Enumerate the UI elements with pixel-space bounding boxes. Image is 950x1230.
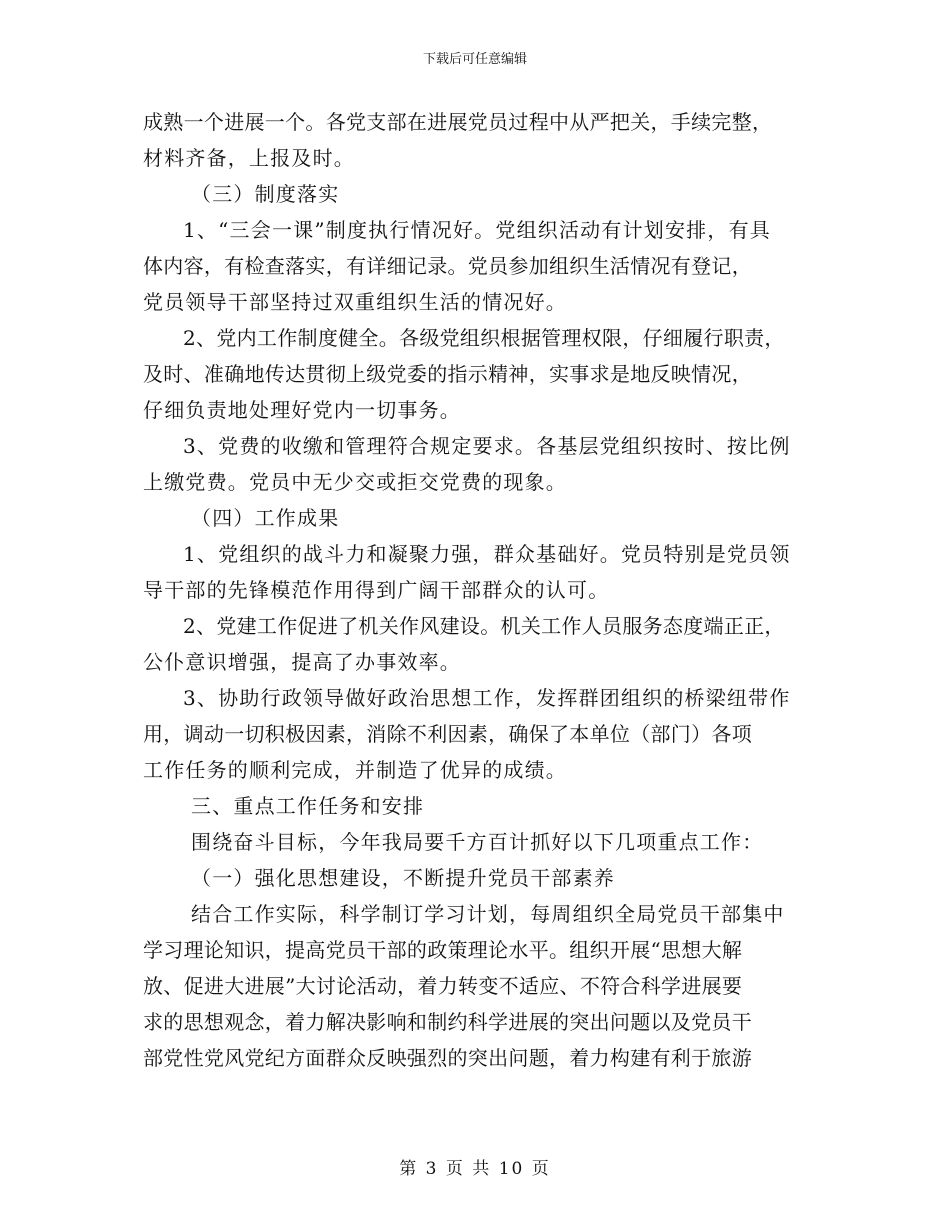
paragraph-line: 1、党组织的战斗力和凝聚力强，群众基础好。党员特别是党员领 (183, 542, 791, 566)
paragraph-line: 体内容，有检查落实，有详细记录。党员参加组织生活情况有登记， (143, 254, 752, 278)
paragraph-line: 导干部的先锋模范作用得到广阔干部群众的认可。 (143, 578, 610, 602)
paragraph-line: 求的思想观念，着力解决影响和制约科学进展的突出问题以及党员干 (143, 1010, 752, 1034)
document-body (143, 104, 823, 1076)
paragraph-line: 1、“三会一课”制度执行情况好。党组织活动有计划安排，有具 (183, 218, 771, 242)
total-page-count: 10 (498, 1159, 525, 1179)
page-number-footer (0, 1158, 950, 1180)
paragraph-line: 2、党内工作制度健全。各级党组织根据管理权限，仔细履行职责， (183, 326, 785, 350)
current-page-number: 3 (425, 1159, 439, 1179)
paragraph-line: 及时、准确地传达贯彻上级党委的指示精神，实事求是地反映情况， (143, 362, 752, 386)
paragraph-line: 3、协助行政领导做好政治思想工作，发挥群团组织的桥梁纽带作 (183, 686, 791, 710)
paragraph-line: 围绕奋斗目标，今年我局要千方百计抓好以下几项重点工作： (191, 830, 764, 854)
page-header: 下载后可任意编辑 (422, 52, 527, 67)
section-heading: （四）工作成果 (191, 506, 340, 530)
paragraph-line: 工作任务的顺利完成，并制造了优异的成绩。 (143, 758, 567, 782)
paragraph-line: 公仆意识增强，提高了办事效率。 (143, 650, 461, 674)
page-suffix: 页 (531, 1159, 551, 1179)
section-heading: （一）强化思想建设，不断提升党员干部素养 (191, 866, 615, 890)
section-heading: 三、重点工作任务和安排 (191, 794, 425, 818)
paragraph-line: 上缴党费。党员中无少交或拒交党费的现象。 (143, 470, 567, 494)
page-middle: 页 共 (445, 1159, 492, 1179)
paragraph-line: 2、党建工作促进了机关作风建设。机关工作人员服务态度端正正， (183, 614, 785, 638)
paragraph-line: 部党性党风党纪方面群众反映强烈的突出问题，着力构建有利于旅游 (143, 1046, 752, 1070)
paragraph-line: 结合工作实际，科学制订学习计划，每周组织全局党员干部集中 (191, 902, 785, 926)
page-prefix: 第 (399, 1159, 419, 1179)
paragraph-line: 成熟一个进展一个。各党支部在进展党员过程中从严把关，手续完整， (143, 110, 773, 134)
paragraph-line: 放、促进大进展”大讨论活动，着力转变不适应、不符合科学进展要 (143, 974, 743, 998)
paragraph-line: 仔细负责地处理好党内一切事务。 (143, 398, 461, 422)
paragraph-line: 材料齐备，上报及时。 (143, 146, 355, 170)
paragraph-line: 学习理论知识，提高党员干部的政策理论水平。组织开展“思想大解 (143, 938, 743, 962)
paragraph-line: 党员领导干部坚持过双重组织生活的情况好。 (143, 290, 567, 314)
paragraph-line: 用，调动一切积极因素，消除不利因素，确保了本单位（部门）各项 (143, 722, 752, 746)
paragraph-line: 3、党费的收缴和管理符合规定要求。各基层党组织按时、按比例 (183, 434, 791, 458)
section-heading: （三）制度落实 (191, 182, 340, 206)
